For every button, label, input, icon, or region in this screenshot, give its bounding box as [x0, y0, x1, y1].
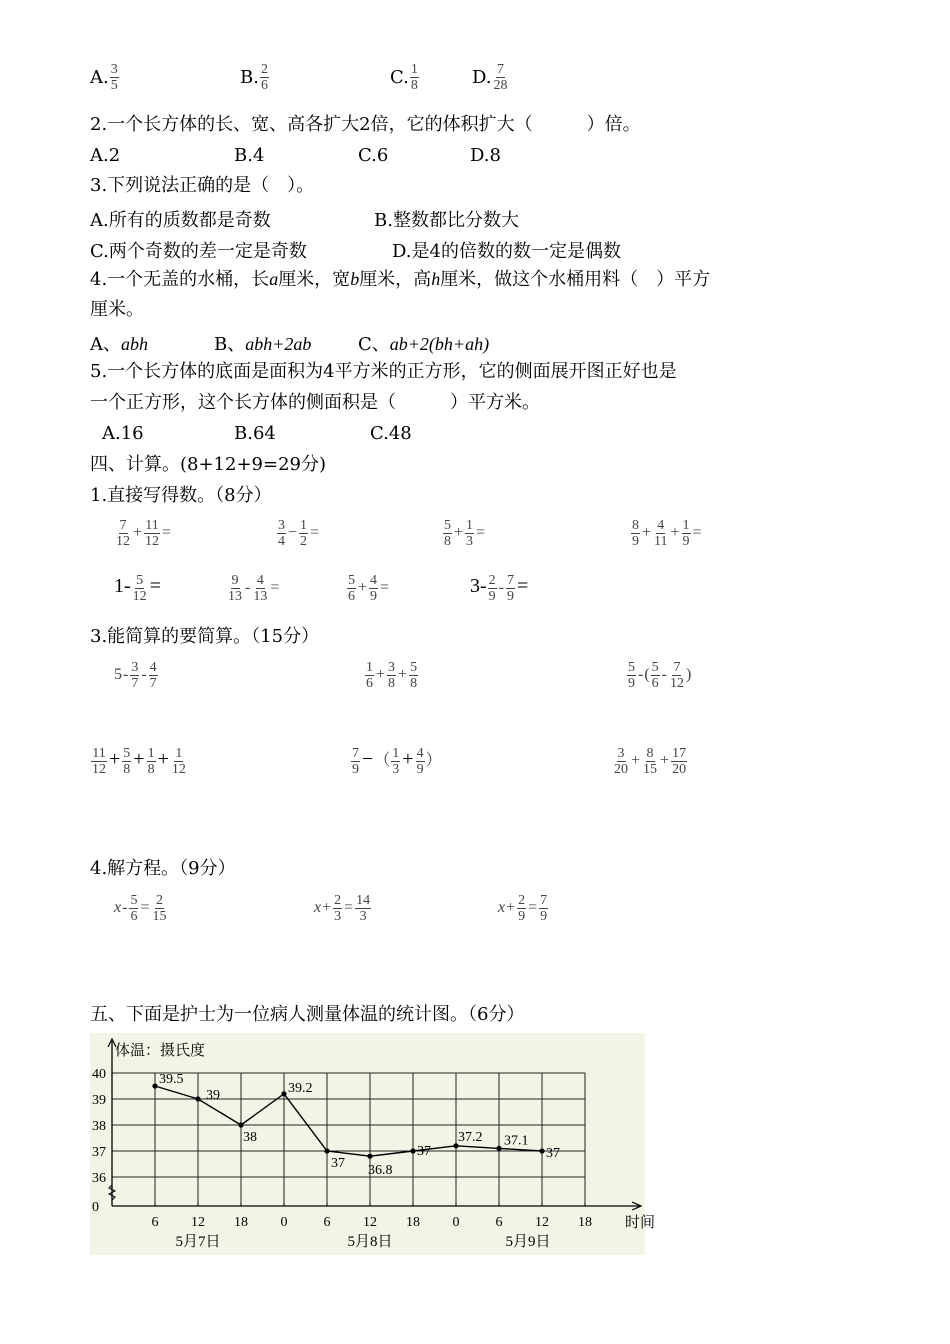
data-point — [496, 1146, 501, 1151]
equation-2: x+ $\frac{2}{3}$ = $\frac{14}{3}$ — [314, 893, 371, 924]
q4-text-cont: 厘米。 — [90, 299, 144, 320]
q1-option-b: B. $\frac{2}{6}$ — [240, 62, 268, 93]
equation-1: x- $\frac{5}{6}$ = $\frac{2}{15}$ — [114, 893, 167, 924]
data-label: 37 — [546, 1146, 560, 1161]
q3-option-c: C.两个奇数的差一定是奇数 — [90, 241, 307, 262]
x-tick-label: 12 — [363, 1215, 377, 1230]
q3-text: 3.下列说法正确的是（ ）。 — [90, 175, 315, 196]
data-point — [281, 1091, 286, 1096]
calc-1-6: $\frac{9}{13}$ - $\frac{4}{13}$ = — [228, 573, 280, 604]
calc-1-5: 1- $\frac{5}{12}$ = — [114, 573, 161, 604]
data-point — [367, 1154, 372, 1159]
data-point — [195, 1096, 200, 1101]
calc-1-4: $\frac{8}{9}$ + $\frac{4}{11}$ + $\frac{1}{9}$ = — [632, 518, 702, 549]
calc-3-4: $\frac{11}{12}$ + $\frac{5}{8}$ + $\frac{1}{8}$ + $\frac{1}{12}$ — [92, 746, 186, 777]
q1-option-a: A. $\frac{3}{5}$ — [90, 62, 118, 93]
q5-option-a: A.16 — [102, 423, 144, 444]
x-tick-label: 18 — [578, 1215, 592, 1230]
q2-option-d: D.8 — [470, 145, 501, 166]
x-tick-label: 6 — [323, 1215, 331, 1230]
data-label: 39.2 — [288, 1080, 313, 1096]
x-tick-label: 12 — [191, 1215, 205, 1230]
y-tick-label: 37 — [92, 1145, 106, 1160]
q1-option-d: D. $\frac{7}{28}$ — [472, 62, 508, 93]
calc-3-6: $\frac{3}{20}$ + $\frac{8}{15}$ + $\frac{17}{20}$ — [614, 746, 687, 777]
calc-3-3: $\frac{5}{9}$ -( $\frac{5}{6}$ - $\frac{7}{12}$ ) — [628, 660, 692, 691]
q4-option-c: C、ab+2(bh+ah) — [358, 334, 490, 355]
calc-3-1: 5- $\frac{3}{7}$ - $\frac{4}{7}$ — [114, 660, 157, 691]
x-tick-label: 12 — [535, 1215, 549, 1230]
q4-option-a: A、abh — [90, 334, 148, 355]
x-axis-label: 时间 — [625, 1215, 656, 1231]
y-tick-label: 38 — [92, 1119, 106, 1134]
day-label: 5月7日 — [175, 1234, 221, 1250]
equation-3: x+ $\frac{2}{9}$ = $\frac{7}{9}$ — [498, 893, 548, 924]
q2-option-c: C.6 — [358, 145, 389, 166]
calc-3-2: $\frac{1}{6}$ + $\frac{3}{8}$ + $\frac{5}{8}$ — [366, 660, 418, 691]
q5-option-c: C.48 — [370, 423, 412, 444]
y-axis-label: 体温：摄氏度 — [115, 1043, 206, 1059]
x-tick-label: 0 — [452, 1215, 460, 1230]
sub1-title: 1.直接写得数。（8分） — [90, 485, 272, 506]
q2-option-a: A.2 — [90, 145, 121, 166]
data-point — [410, 1148, 415, 1153]
x-tick-label: 6 — [151, 1215, 159, 1230]
section-4-title: 四、计算。(8+12+9=29分) — [90, 454, 327, 475]
calc-1-1: $\frac{7}{12}$ + $\frac{11}{12}$ = — [116, 518, 172, 549]
data-label: 39 — [206, 1088, 220, 1103]
calc-1-8: 3- $\frac{2}{9}$ - $\frac{7}{9}$ = — [470, 573, 529, 604]
calc-3-5: $\frac{7}{9}$ −（ $\frac{1}{3}$ + $\frac{4}{9}$ ） — [352, 746, 442, 777]
q2-option-b: B.4 — [234, 145, 265, 166]
data-label: 37.2 — [458, 1129, 483, 1145]
q4-option-b: B、abh+2ab — [214, 334, 312, 355]
calc-1-2: $\frac{3}{4}$ − $\frac{1}{2}$ = — [278, 518, 320, 549]
q5-line2: 一个正方形，这个长方体的侧面积是（ ）平方米。 — [90, 392, 540, 413]
data-label: 37.1 — [504, 1133, 529, 1149]
day-label: 5月9日 — [505, 1234, 551, 1250]
data-point — [152, 1083, 157, 1088]
section-5-title: 五、下面是护士为一位病人测量体温的统计图。（6分） — [90, 1004, 525, 1025]
data-label: 38 — [243, 1130, 257, 1145]
q2-text: 2.一个长方体的长、宽、高各扩大2倍，它的体积扩大（ ）倍。 — [90, 114, 641, 135]
q3-option-d: D.是4的倍数的数一定是偶数 — [392, 241, 621, 262]
calc-1-7: $\frac{5}{6}$ + $\frac{4}{9}$ = — [348, 573, 390, 604]
y-tick-label: 36 — [92, 1171, 106, 1186]
data-label: 37 — [331, 1156, 345, 1171]
q4-text: 4.一个无盖的水桶，长a厘米，宽b厘米，高h厘米，做这个水桶用料（ ）平方 — [90, 269, 711, 290]
x-tick-label: 6 — [495, 1215, 503, 1230]
y-tick-label: 39 — [92, 1093, 106, 1108]
q5-line1: 5.一个长方体的底面是面积为4平方米的正方形，它的侧面展开图正好也是 — [90, 361, 677, 382]
q3-option-b: B.整数都比分数大 — [374, 210, 519, 231]
data-point — [324, 1148, 329, 1153]
data-label: 39.5 — [159, 1072, 184, 1087]
q5-option-b: B.64 — [234, 423, 276, 444]
sub3-title: 3.能简算的要简算。（15分） — [90, 626, 320, 647]
q3-option-a: A.所有的质数都是奇数 — [90, 210, 271, 231]
y-tick-label: 0 — [92, 1200, 99, 1215]
x-tick-label: 18 — [406, 1215, 420, 1230]
sub4-title: 4.解方程。（9分） — [90, 858, 236, 879]
q1-option-c: C. $\frac{1}{8}$ — [390, 62, 418, 93]
data-label: 37 — [417, 1144, 431, 1159]
day-label: 5月8日 — [347, 1234, 393, 1250]
calc-1-3: $\frac{5}{8}$ + $\frac{1}{3}$ = — [444, 518, 486, 549]
data-point — [238, 1122, 243, 1127]
temperature-line-chart — [90, 1033, 656, 1255]
data-point — [539, 1148, 544, 1153]
x-tick-label: 18 — [234, 1215, 248, 1230]
x-tick-label: 0 — [280, 1215, 288, 1230]
y-tick-label: 40 — [92, 1067, 106, 1082]
data-label: 36.8 — [368, 1163, 393, 1179]
